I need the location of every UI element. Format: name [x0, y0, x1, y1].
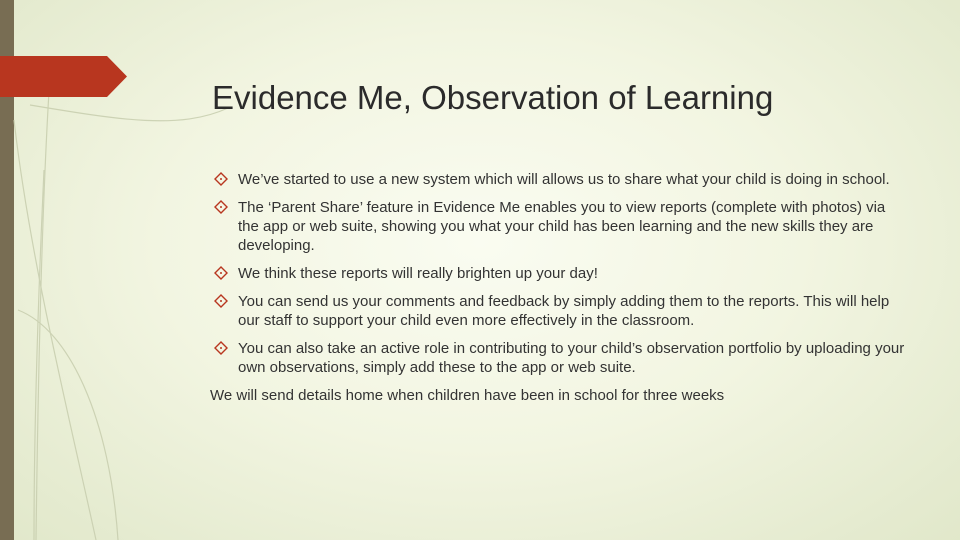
bullet-list [210, 170, 910, 377]
slide-content [210, 170, 910, 420]
bullet-text: The ‘Parent Share’ feature in Evidence Me enables you to view reports (complete with photos) via the app or web suite, showing you what your child has been learning and the new skills they are developing. [238, 199, 886, 254]
list-item [210, 198, 910, 255]
bullet-text: You can send us your comments and feedback by simply adding them to the reports. This will help our staff to support your child even more effectively in the classroom. [238, 293, 890, 329]
list-item [210, 292, 910, 330]
diamond-outline-icon [214, 341, 228, 355]
diamond-outline-icon [214, 266, 228, 280]
diamond-outline-icon [214, 200, 228, 214]
list-item [210, 339, 910, 377]
list-item [210, 170, 910, 189]
closing-note: We will send details home when children have been in school for three weeks [210, 387, 725, 404]
title-arrow-tab [0, 56, 127, 97]
bullet-text: We’ve started to use a new system which will allows us to share what your child is doing in school. [238, 171, 890, 188]
bullet-text: You can also take an active role in contributing to your child’s observation portfolio by uploading your own observations, simply add these to the app or web suite. [238, 340, 905, 376]
list-item [210, 264, 910, 283]
page-title: Evidence Me, Observation of Learning [212, 79, 774, 117]
diamond-outline-icon [214, 172, 228, 186]
bullet-text: We think these reports will really brighten up your day! [238, 265, 598, 282]
diamond-outline-icon [214, 294, 228, 308]
